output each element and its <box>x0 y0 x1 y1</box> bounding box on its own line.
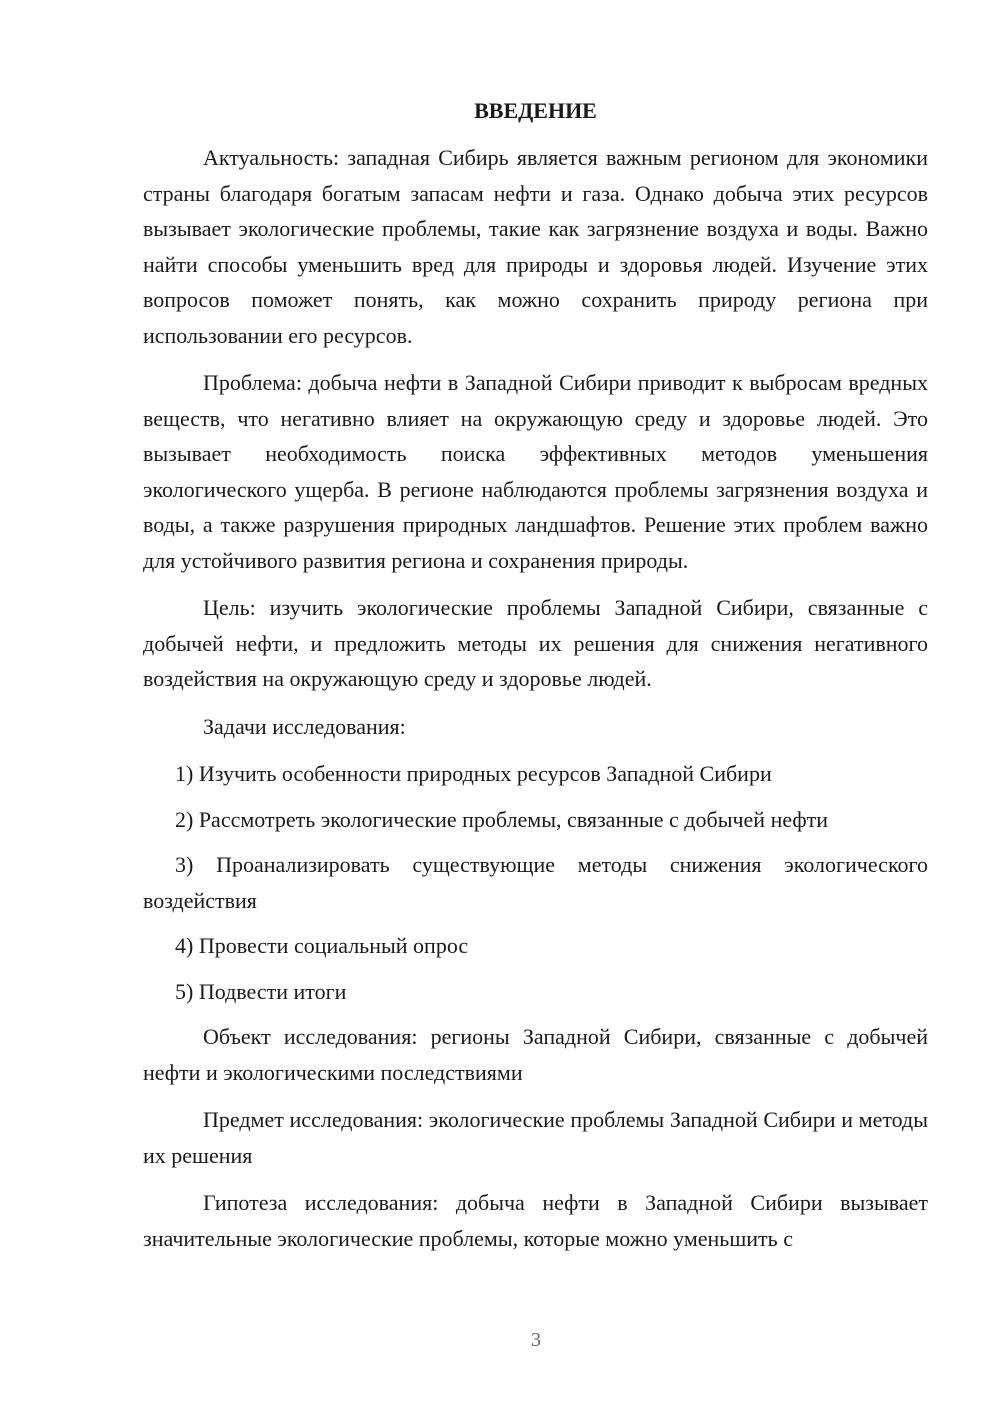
object-paragraph: Объект исследования: регионы Западной Сибири, связанные с добычей нефти и экологическими последствиями <box>143 1024 928 1085</box>
problem-paragraph: Проблема: добыча нефти в Западной Сибири приводит к выбросам вредных веществ, что негативно влияет на окружающую среду и здоровье людей. Это вызывает необходимость поиска эффективных методов уменьшения экологического ущерба. В регионе наблюдаются проблемы загрязнения воздуха и воды, а также разрушения природных ландшафтов. Решение этих проблем важно для устойчивого развития региона и сохранения природы. <box>143 370 928 573</box>
tasks-heading: Задачи исследования: <box>203 713 406 739</box>
document-body <box>143 93 928 1268</box>
task-item-4: 4) Провести социальный опрос <box>175 933 469 958</box>
task-item-1: 1) Изучить особенности природных ресурсов Западной Сибири <box>175 761 772 786</box>
hypothesis-paragraph: Гипотеза исследования: добыча нефти в Западной Сибири вызывает значительные экологические проблемы, которые можно уменьшить с <box>143 1190 928 1251</box>
section-title: ВВЕДЕНИЕ <box>474 98 597 123</box>
task-item-5: 5) Подвести итоги <box>175 978 347 1004</box>
task-item-3: 3) Проанализировать существующие методы снижения экологического воздействия <box>143 852 928 913</box>
subject-paragraph: Предмет исследования: экологические проблемы Западной Сибири и методы их решения <box>143 1107 928 1168</box>
relevance-paragraph: Актуальность: западная Сибирь является важным регионом для экономики страны благодаря богатым запасам нефти и газа. Однако добыча этих ресурсов вызывает экологические проблемы, такие как загрязнение воздуха и воды. Важно найти способы уменьшить вред для природы и здоровья людей. Изучение этих вопросов поможет понять, как можно сохранить природу региона при использовании его ресурсов. <box>143 145 928 348</box>
goal-paragraph: Цель: изучить экологические проблемы Западной Сибири, связанные с добычей нефти, и предложить методы их решения для снижения негативного воздействия на окружающую среду и здоровье людей. <box>143 595 928 691</box>
task-item-2: 2) Рассмотреть экологические проблемы, связанные с добычей нефти <box>175 806 829 832</box>
page-number: 3 <box>531 1329 541 1351</box>
